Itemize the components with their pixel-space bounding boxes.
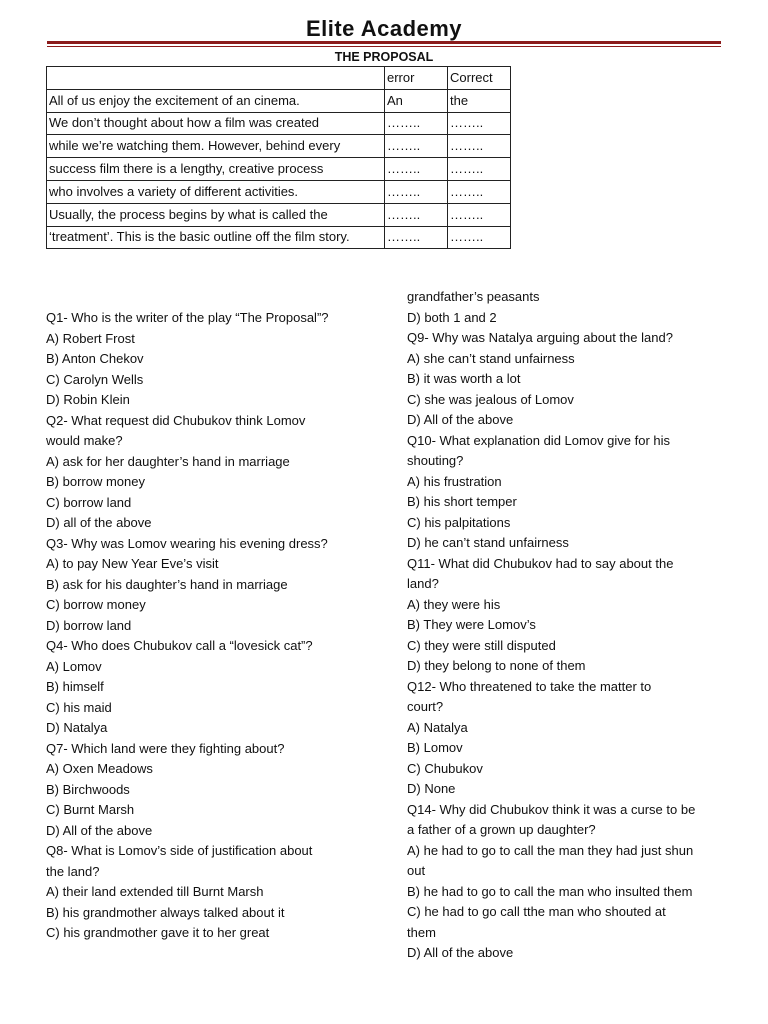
answer-line: out bbox=[407, 863, 426, 878]
answer-line: A) Robert Frost bbox=[46, 330, 135, 346]
question-line: Q14- Why did Chubukov think it was a curse to be bbox=[407, 801, 696, 817]
answer-line: B) borrow money bbox=[46, 474, 145, 489]
table-row bbox=[47, 203, 511, 226]
question-line: Q1- Who is the writer of the play “The Proposal”? bbox=[46, 310, 329, 325]
question-line: Q8- What is Lomov’s side of justification about bbox=[46, 843, 313, 858]
answer-line: D) they belong to none of them bbox=[407, 658, 586, 673]
answer-line: D) all of the above bbox=[46, 515, 152, 530]
answer-line: D) both 1 and 2 bbox=[407, 309, 497, 325]
answer-line: C) his grandmother gave it to her great bbox=[46, 925, 270, 940]
question-line: Q11- What did Chubukov had to say about the bbox=[407, 555, 674, 571]
answer-line: B) his short temper bbox=[407, 494, 517, 509]
answer-line: B) Anton Chekov bbox=[46, 351, 144, 366]
answer-line: D) borrow land bbox=[46, 617, 132, 633]
answer-line: them bbox=[407, 924, 436, 940]
table-cell: …….. bbox=[448, 112, 511, 135]
answer-line: C) Carolyn Wells bbox=[46, 371, 144, 387]
answer-line: B) himself bbox=[46, 679, 104, 694]
table-header-cell bbox=[47, 67, 385, 90]
table-cell: ‘treatment’. This is the basic outline off the film story. bbox=[47, 226, 385, 249]
answer-line: D) he can’t stand unfairness bbox=[407, 535, 569, 550]
answer-line: A) they were his bbox=[407, 596, 501, 612]
answer-line: C) she was jealous of Lomov bbox=[407, 391, 574, 407]
question-line: Q10- What explanation did Lomov give for his bbox=[407, 432, 671, 448]
answer-line: A) Natalya bbox=[407, 719, 468, 735]
answer-line: D) All of the above bbox=[46, 822, 153, 838]
error-correction-table bbox=[46, 66, 511, 249]
answer-line: C) borrow land bbox=[46, 494, 132, 510]
answer-line: D) Natalya bbox=[46, 720, 108, 735]
answer-line: B) Birchwoods bbox=[46, 781, 130, 797]
page-title: Elite Academy bbox=[305, 16, 463, 41]
answer-line: D) All of the above bbox=[407, 945, 514, 960]
table-cell: …….. bbox=[385, 180, 448, 203]
answer-line: A) she can’t stand unfairness bbox=[407, 350, 575, 366]
table-header-cell: Correct bbox=[448, 67, 511, 90]
table-cell: …….. bbox=[448, 203, 511, 226]
table-cell: …….. bbox=[448, 135, 511, 158]
table-cell: …….. bbox=[385, 203, 448, 226]
answer-line: would make? bbox=[46, 433, 123, 448]
answer-line: A) ask for her daughter’s hand in marriage bbox=[46, 453, 290, 469]
document-subtitle: THE PROPOSAL bbox=[334, 50, 434, 64]
answer-line: B) ask for his daughter’s hand in marriage bbox=[46, 576, 288, 592]
answer-line: B) They were Lomov’s bbox=[407, 617, 536, 632]
answer-line: C) Chubukov bbox=[407, 760, 483, 776]
answer-line: the land? bbox=[46, 863, 100, 879]
table-cell: success film there is a lengthy, creative process bbox=[47, 158, 385, 181]
table-cell: …….. bbox=[385, 158, 448, 181]
answer-line: C) Burnt Marsh bbox=[46, 802, 135, 817]
table-body bbox=[47, 67, 511, 249]
question-line: Q2- What request did Chubukov think Lomov bbox=[46, 412, 306, 428]
answer-line: D) Robin Klein bbox=[46, 392, 130, 407]
answer-line: grandfather’s peasants bbox=[407, 289, 540, 304]
table-cell: An bbox=[385, 89, 448, 112]
questions-right-column bbox=[407, 287, 737, 964]
questions-left-column bbox=[46, 308, 376, 944]
table-cell: …….. bbox=[385, 226, 448, 249]
table-cell: …….. bbox=[385, 135, 448, 158]
question-line: Q7- Which land were they fighting about? bbox=[46, 740, 285, 756]
table-header-row bbox=[47, 67, 511, 90]
answer-line: A) he had to go to call the man they had just shun bbox=[407, 842, 694, 858]
table-row bbox=[47, 158, 511, 181]
table-cell: We don’t thought about how a film was created bbox=[47, 112, 385, 135]
table-cell: …….. bbox=[385, 112, 448, 135]
table-row bbox=[47, 89, 511, 112]
table-row bbox=[47, 180, 511, 203]
answer-line: C) borrow money bbox=[46, 597, 146, 612]
question-line: Q12- Who threatened to take the matter to bbox=[407, 678, 652, 694]
table-cell: …….. bbox=[448, 158, 511, 181]
answer-line: B) it was worth a lot bbox=[407, 371, 521, 386]
answer-line: C) he had to go call tthe man who shouted at bbox=[407, 904, 666, 919]
answer-line: D) None bbox=[407, 781, 456, 796]
table-cell: …….. bbox=[448, 180, 511, 203]
table-cell: …….. bbox=[448, 226, 511, 249]
answer-line: B) Lomov bbox=[407, 740, 463, 755]
answer-line: A) to pay New Year Eve’s visit bbox=[46, 556, 219, 571]
answer-line: A) Oxen Meadows bbox=[46, 761, 153, 776]
table-header-cell: error bbox=[385, 67, 448, 90]
answer-line: C) they were still disputed bbox=[407, 637, 556, 653]
answer-line: B) he had to go to call the man who insulted them bbox=[407, 883, 693, 899]
table-cell: the bbox=[448, 89, 511, 112]
answer-line: A) their land extended till Burnt Marsh bbox=[46, 884, 264, 899]
table-cell: All of us enjoy the excitement of an cinema. bbox=[47, 89, 385, 112]
table-cell: Usually, the process begins by what is called the bbox=[47, 203, 385, 226]
table-row bbox=[47, 135, 511, 158]
table-cell: while we’re watching them. However, behind every bbox=[47, 135, 385, 158]
question-line: Q4- Who does Chubukov call a “lovesick cat”? bbox=[46, 638, 313, 653]
question-line: Q3- Why was Lomov wearing his evening dress? bbox=[46, 535, 328, 551]
table-row bbox=[47, 226, 511, 249]
question-line: Q9- Why was Natalya arguing about the land? bbox=[407, 330, 673, 345]
table-cell: who involves a variety of different activities. bbox=[47, 180, 385, 203]
answer-line: court? bbox=[407, 699, 444, 714]
answer-line: shouting? bbox=[407, 453, 464, 468]
answer-line: a father of a grown up daughter? bbox=[407, 822, 596, 837]
header-rule-thin bbox=[47, 46, 721, 47]
answer-line: C) his palpitations bbox=[407, 514, 511, 530]
answer-line: land? bbox=[407, 576, 439, 591]
answer-line: C) his maid bbox=[46, 699, 112, 715]
table-row bbox=[47, 112, 511, 135]
answer-line: B) his grandmother always talked about it bbox=[46, 904, 285, 920]
header-rule bbox=[47, 41, 721, 44]
answer-line: A) Lomov bbox=[46, 658, 102, 674]
answer-line: D) All of the above bbox=[407, 412, 514, 427]
answer-line: A) his frustration bbox=[407, 473, 502, 489]
